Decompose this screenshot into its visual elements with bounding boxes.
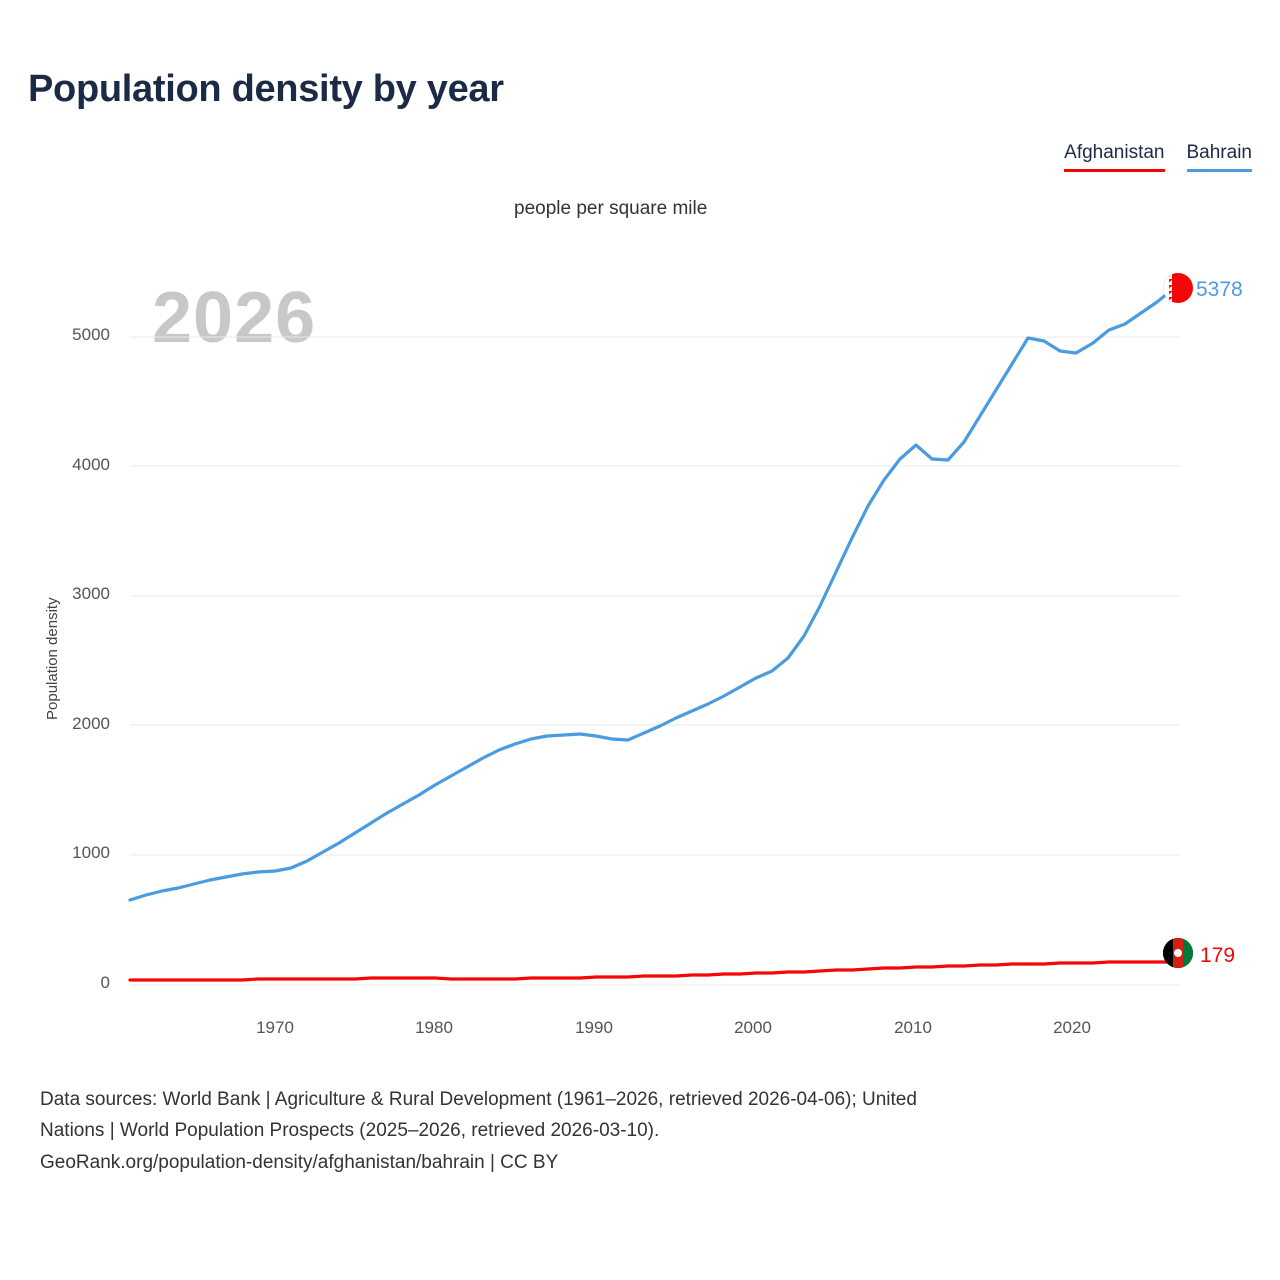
afghanistan-line <box>130 962 1173 980</box>
bahrain-line <box>130 289 1173 900</box>
x-tick-2020: 2020 <box>1053 1018 1091 1037</box>
x-tick-1970: 1970 <box>256 1018 294 1037</box>
footer-sources <box>40 1085 1250 1179</box>
x-tick-1980: 1980 <box>415 1018 453 1037</box>
footer-line-3[interactable]: GeoRank.org/population-density/afghanistan/bahrain | CC BY <box>40 1151 559 1173</box>
y-tick-3000: 3000 <box>72 584 110 603</box>
legend-item-bahrain[interactable]: Bahrain <box>1187 143 1253 172</box>
year-watermark: 2026 <box>152 278 317 358</box>
afghanistan-end-value: 179 <box>1200 944 1236 967</box>
y-tick-5000: 5000 <box>72 325 110 344</box>
legend-item-afghanistan[interactable]: Afghanistan <box>1064 143 1164 172</box>
bahrain-end-value: 5378 <box>1196 278 1243 301</box>
page-title: Population density by year <box>28 68 504 110</box>
y-tick-0: 0 <box>100 973 110 992</box>
x-tick-2010: 2010 <box>894 1018 932 1037</box>
bahrain-flag-icon <box>1163 273 1193 303</box>
y-tick-1000: 1000 <box>72 843 110 862</box>
chart-subtitle: people per square mile <box>514 198 708 219</box>
footer-line-2: Nations | World Population Prospects (2025–2026, retrieved 2026-03-10). <box>40 1120 660 1142</box>
y-tick-4000: 4000 <box>72 455 110 474</box>
y-axis-label: Population density <box>44 597 61 720</box>
x-tick-2000: 2000 <box>734 1018 772 1037</box>
x-tick-1990: 1990 <box>575 1018 613 1037</box>
gridlines <box>130 337 1180 985</box>
afghanistan-flag-icon <box>1163 938 1193 968</box>
footer-line-1: Data sources: World Bank | Agriculture & Rural Development (1961–2026, retrieved 2026-04-06); United <box>40 1089 917 1110</box>
y-tick-2000: 2000 <box>72 714 110 733</box>
